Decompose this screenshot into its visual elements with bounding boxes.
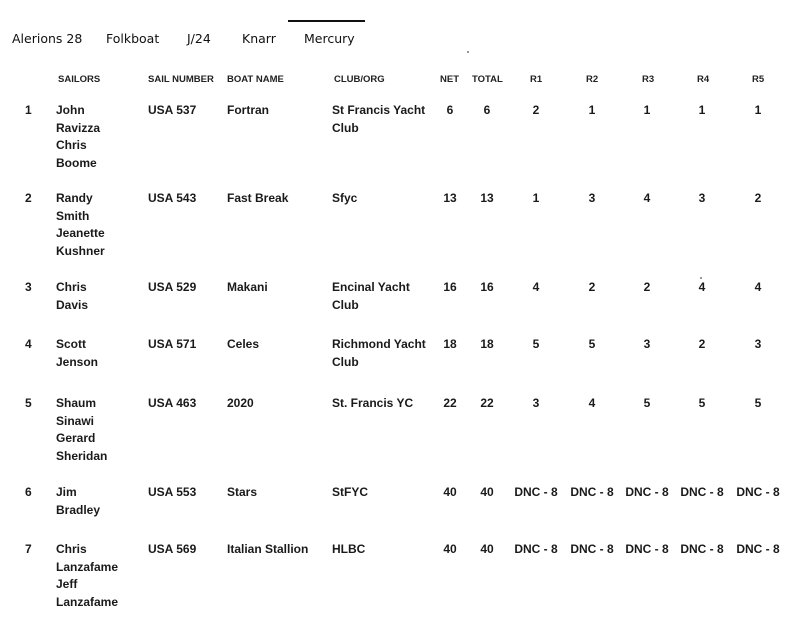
cell-sail-number: USA 529: [148, 280, 197, 294]
sailor-name: Lanzafame: [56, 559, 119, 574]
sailor-name: Davis: [56, 297, 89, 312]
header-sail-number: SAIL NUMBER: [148, 74, 214, 85]
cell-sailors: [56, 279, 136, 314]
cell-total: 22: [480, 396, 494, 410]
sailor-name: Bradley: [56, 502, 101, 517]
sailor-name: Kushner: [56, 243, 105, 258]
header-r2: R2: [586, 74, 599, 85]
cell-r1: DNC - 8: [514, 542, 558, 556]
cell-r5: 3: [754, 337, 762, 351]
tab-mercury[interactable]: Mercury: [304, 31, 355, 46]
cell-boat-name: Makani: [227, 280, 268, 294]
cell-club: StFYC: [332, 485, 368, 499]
tab-folkboat[interactable]: Folkboat: [106, 31, 160, 46]
cell-boat-name: Fast Break: [227, 191, 289, 205]
cell-r4: 5: [698, 396, 706, 410]
cell-boat-name: Celes: [227, 337, 260, 351]
cell-r1: 1: [532, 191, 540, 205]
cell-place: 5: [25, 396, 32, 410]
cell-boat-name: Fortran: [227, 103, 269, 117]
sailor-name: Sheridan: [56, 448, 108, 463]
cell-r2: 3: [588, 191, 596, 205]
sailor-name: Lanzafame: [56, 594, 119, 609]
cell-sailors: [56, 484, 136, 519]
cell-r5: 4: [754, 280, 762, 294]
cell-place: 2: [25, 191, 32, 205]
cell-club: St Francis Yacht Club: [332, 103, 426, 135]
cell-r5: DNC - 8: [736, 485, 780, 499]
sailor-name: Jenson: [56, 354, 99, 369]
cell-sail-number: USA 463: [148, 396, 197, 410]
header-r1: R1: [530, 74, 543, 85]
sailor-name: Gerard: [56, 431, 96, 445]
cell-place: 6: [25, 485, 32, 499]
sailor-name: Chris: [56, 280, 87, 294]
cell-club: HLBC: [332, 542, 366, 556]
sailor-name: Chris: [56, 138, 87, 152]
cell-r4: DNC - 8: [680, 485, 724, 499]
cell-r2: DNC - 8: [570, 485, 614, 499]
cell-r4: 1: [698, 103, 706, 117]
cell-sail-number: USA 553: [148, 485, 197, 499]
header-sailors: SAILORS: [58, 74, 101, 85]
cell-net: 18: [443, 337, 457, 351]
scan-speck: [467, 51, 469, 53]
cell-club: Richmond Yacht Club: [332, 337, 426, 369]
cell-r3: 2: [643, 280, 651, 294]
cell-club: Encinal Yacht Club: [332, 280, 410, 312]
cell-r1: DNC - 8: [514, 485, 558, 499]
cell-place: 1: [25, 103, 32, 117]
cell-net: 40: [443, 485, 457, 499]
header-club: CLUB/ORG: [334, 74, 385, 85]
cell-r1: 2: [532, 103, 540, 117]
cell-r5: 2: [754, 191, 762, 205]
sailor-name: Jeff: [56, 577, 78, 591]
tab-alerions-28[interactable]: Alerions 28: [12, 31, 83, 46]
cell-boat-name: Italian Stallion: [227, 542, 309, 556]
cell-sailors: [56, 190, 136, 260]
sailor-name: Jeanette: [56, 226, 105, 240]
sailor-name: Ravizza: [56, 120, 101, 135]
class-tabs: [0, 0, 791, 60]
cell-boat-name: Stars: [227, 485, 258, 499]
cell-net: 22: [443, 396, 457, 410]
cell-sailors: [56, 395, 136, 465]
sailor-name: Smith: [56, 208, 90, 223]
cell-sail-number: USA 569: [148, 542, 197, 556]
header-boat-name: BOAT NAME: [227, 74, 284, 85]
cell-r4: DNC - 8: [680, 542, 724, 556]
cell-r4: 2: [698, 337, 706, 351]
tab-j24[interactable]: J/24: [187, 31, 211, 46]
cell-place: 4: [25, 337, 32, 351]
sailor-name: Boome: [56, 155, 97, 170]
cell-sail-number: USA 543: [148, 191, 197, 205]
cell-r2: 4: [588, 396, 596, 410]
cell-r5: DNC - 8: [736, 542, 780, 556]
header-r3: R3: [642, 74, 655, 85]
sailor-name: Scott: [56, 337, 86, 351]
cell-net: 16: [443, 280, 457, 294]
cell-club: Sfyc: [332, 191, 358, 205]
cell-r2: DNC - 8: [570, 542, 614, 556]
cell-r1: 3: [532, 396, 540, 410]
cell-r2: 5: [588, 337, 596, 351]
sailor-name: Sinawi: [56, 413, 95, 428]
sailor-name: Shaum: [56, 396, 97, 410]
sailor-name: Jim: [56, 485, 77, 499]
cell-net: 40: [443, 542, 457, 556]
cell-total: 16: [480, 280, 494, 294]
cell-r3: DNC - 8: [625, 485, 669, 499]
cell-boat-name: 2020: [227, 396, 254, 410]
cell-r3: 3: [643, 337, 651, 351]
cell-total: 40: [480, 542, 494, 556]
cell-total: 13: [480, 191, 494, 205]
header-total: TOTAL: [472, 74, 503, 85]
cell-place: 7: [25, 542, 32, 556]
cell-place: 3: [25, 280, 32, 294]
cell-r4: 3: [698, 191, 706, 205]
cell-r3: 1: [643, 103, 651, 117]
cell-r3: 4: [643, 191, 651, 205]
cell-total: 18: [480, 337, 494, 351]
cell-r5: 1: [754, 103, 762, 117]
active-tab-indicator: [288, 20, 365, 22]
cell-r3: DNC - 8: [625, 542, 669, 556]
sailor-name: Chris: [56, 542, 87, 556]
cell-r1: 5: [532, 337, 540, 351]
cell-sailors: [56, 336, 136, 371]
cell-sail-number: USA 537: [148, 103, 197, 117]
cell-sailors: [56, 102, 136, 172]
cell-total: 40: [480, 485, 494, 499]
header-net: NET: [440, 74, 459, 85]
cell-r5: 5: [754, 396, 762, 410]
header-r4: R4: [697, 74, 710, 85]
sailor-name: John: [56, 103, 85, 117]
cell-r4: 4: [698, 280, 706, 294]
sailor-name: Randy: [56, 191, 93, 205]
cell-r1: 4: [532, 280, 540, 294]
tab-knarr[interactable]: Knarr: [242, 31, 276, 46]
cell-r2: 2: [588, 280, 596, 294]
cell-sailors: [56, 541, 136, 611]
cell-net: 13: [443, 191, 457, 205]
cell-net: 6: [446, 103, 454, 117]
cell-club: St. Francis YC: [332, 396, 414, 410]
cell-r2: 1: [588, 103, 596, 117]
cell-total: 6: [483, 103, 491, 117]
cell-sail-number: USA 571: [148, 337, 197, 351]
header-r5: R5: [752, 74, 765, 85]
cell-r3: 5: [643, 396, 651, 410]
